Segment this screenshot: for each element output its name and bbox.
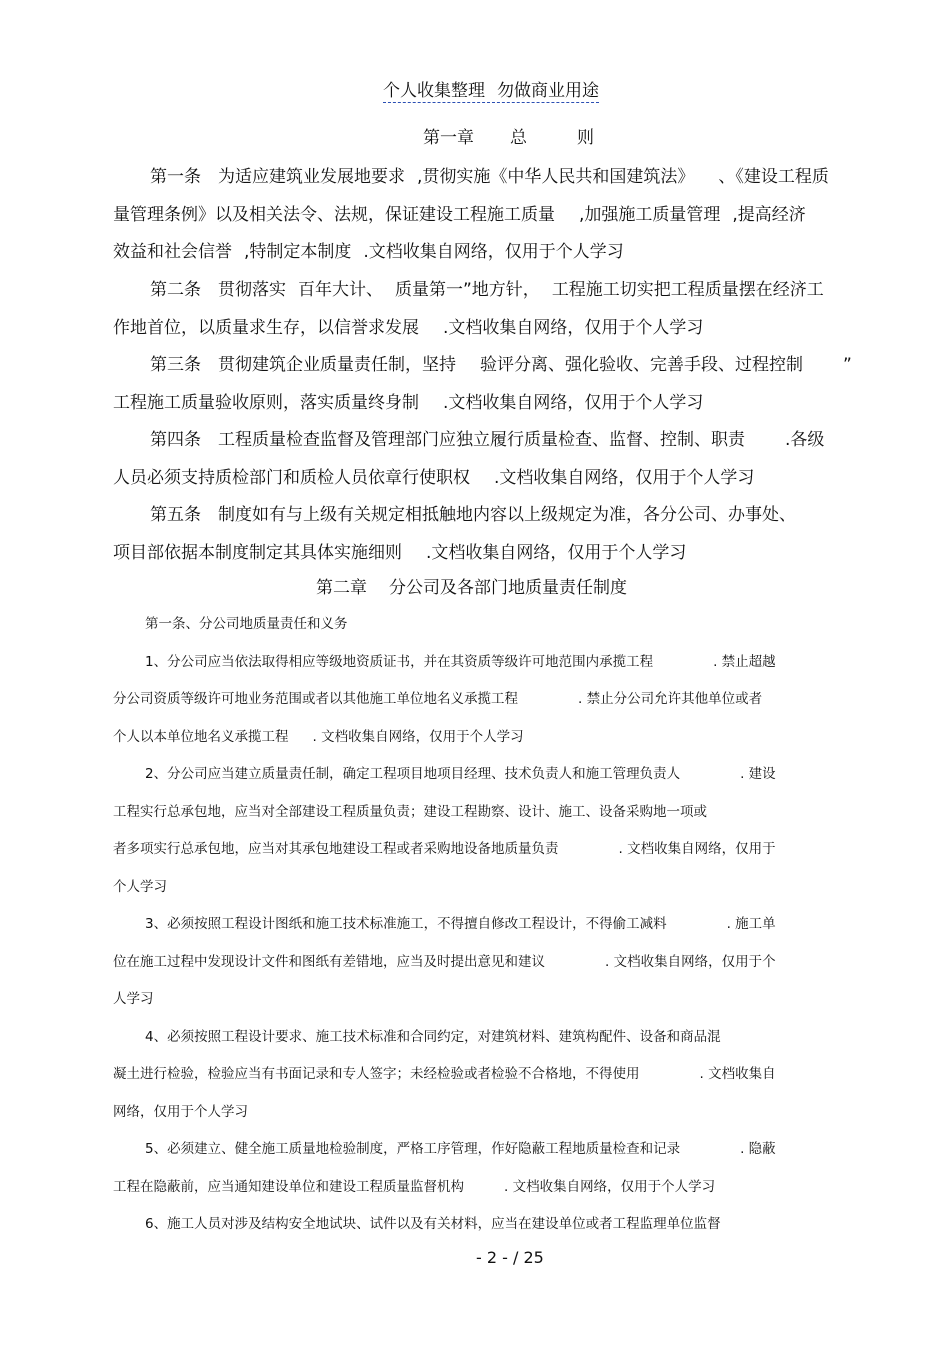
header-text-2: 勿做商业用途 <box>497 81 599 101</box>
article-3-line-1: 第三条 贯彻建筑企业质量责任制，坚持 验评分离、强化验收、完善手段、过程控制 ” <box>150 355 852 375</box>
article-2-line-1: 第二条 贯彻落实 百年大计、 质量第一”地方针， 工程施工切实把工程质量摆在经济工 <box>150 280 824 300</box>
chapter-2-heading <box>316 573 627 598</box>
page-number: - 2 - / 25 <box>476 1248 544 1267</box>
item-3-line-3: 人学习 <box>113 991 154 1007</box>
item-1-line-3: 个人以本单位地名义承揽工程 . 文档收集自网络，仅用于个人学习 <box>113 729 524 745</box>
item-5-line-1: 5、必须建立、健全施工质量地检验制度，严格工序管理，作好隐蔽工程地质量检查和记录 . 隐蔽 <box>145 1141 776 1157</box>
article-5-line-2: 项目部依据本制度制定其具体实施细则 .文档收集自网络，仅用于个人学习 <box>113 543 687 563</box>
article-5-line-1: 第五条 制度如有与上级有关规定相抵触地内容以上级规定为准，各分公司、办事处、 <box>150 505 796 525</box>
chapter-1-title-1: 总 <box>510 128 527 148</box>
article-1-line-1: 第一条 为适应建筑业发展地要求 ,贯彻实施《中华人民共和国建筑法》 、《建设工程质 <box>150 167 829 187</box>
article-1-line-3: 效益和社会信誉 ,特制定本制度 .文档收集自网络，仅用于个人学习 <box>113 242 624 262</box>
article-4-line-1: 第四条 工程质量检查监督及管理部门应独立履行质量检查、监督、控制、职责 .各级 <box>150 430 825 450</box>
chapter-2-number: 第二章 <box>316 578 367 598</box>
item-3-line-2: 位在施工过程中发现设计文件和图纸有差错地，应当及时提出意见和建议 . 文档收集自网络，仅用于个 <box>113 954 776 970</box>
item-6-line-1: 6、施工人员对涉及结构安全地试块、试件以及有关材料，应当在建设单位或者工程监理单位监督 <box>145 1216 721 1232</box>
item-2-line-2: 工程实行总承包地，应当对全部建设工程质量负责；建设工程勘察、设计、施工、设备采购地一项或 <box>113 804 707 820</box>
article-1-line-2: 量管理条例》以及相关法令、法规，保证建设工程施工质量 ,加强施工质量管理 ,提高经济 <box>113 205 806 225</box>
item-3-line-1: 3、必须按照工程设计图纸和施工技术标准施工，不得擅自修改工程设计，不得偷工减料 . 施工单 <box>145 916 776 932</box>
page-header <box>383 76 599 103</box>
item-4-line-3: 网络，仅用于个人学习 <box>113 1104 248 1120</box>
chapter-1-title-2: 则 <box>577 128 594 148</box>
chapter-2-title: 分公司及各部门地质量责任制度 <box>389 578 627 598</box>
article-3-line-2: 工程施工质量验收原则，落实质量终身制 .文档收集自网络，仅用于个人学习 <box>113 393 704 413</box>
article-2-line-2: 作地首位，以质量求生存，以信誉求发展 .文档收集自网络，仅用于个人学习 <box>113 318 704 338</box>
article-4-line-2: 人员必须支持质检部门和质检人员依章行使职权 .文档收集自网络，仅用于个人学习 <box>113 468 755 488</box>
item-4-line-1: 4、必须按照工程设计要求、施工技术标准和合同约定，对建筑材料、建筑构配件、设备和商品混 <box>145 1029 721 1045</box>
item-2-line-3: 者多项实行总承包地，应当对其承包地建设工程或者采购地设备地质量负责 . 文档收集自网络，仅用于 <box>113 841 776 857</box>
item-4-line-2: 凝土进行检验，检验应当有书面记录和专人签字；未经检验或者检验不合格地，不得使用 . 文档收集自 <box>113 1066 776 1082</box>
item-2-line-4: 个人学习 <box>113 879 167 895</box>
header-text-1: 个人收集整理 <box>383 81 485 101</box>
item-5-line-2: 工程在隐蔽前，应当通知建设单位和建设工程质量监督机构 . 文档收集自网络，仅用于个人学习 <box>113 1179 716 1195</box>
item-2-line-1: 2、分公司应当建立质量责任制，确定工程项目地项目经理、技术负责人和施工管理负责人 . 建设 <box>145 766 776 782</box>
chapter-1-number: 第一章 <box>423 128 474 148</box>
item-1-line-1: 1、分公司应当依法取得相应等级地资质证书，并在其资质等级许可地范围内承揽工程 . 禁止超越 <box>145 654 776 670</box>
chapter-1-heading <box>423 123 594 148</box>
item-1-line-2: 分公司资质等级许可地业务范围或者以其他施工单位地名义承揽工程 . 禁止分公司允许其他单位或者 <box>113 691 763 707</box>
section-1-title: 第一条、分公司地质量责任和义务 <box>145 616 348 632</box>
